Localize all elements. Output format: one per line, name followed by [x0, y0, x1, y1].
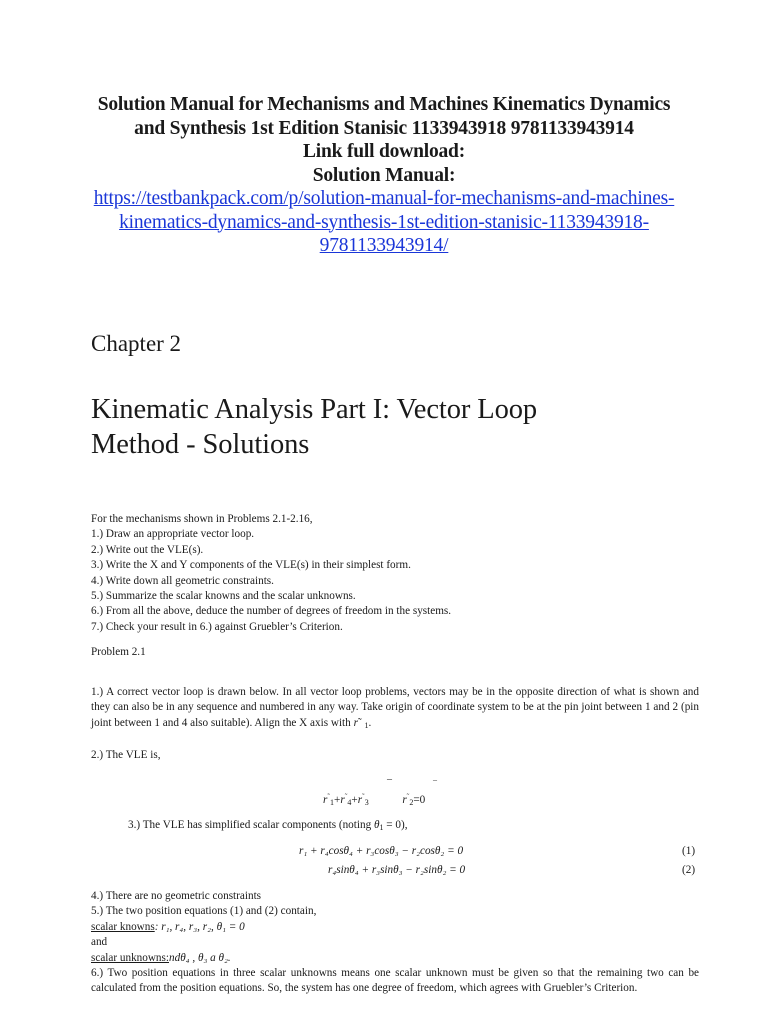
vle-sub-4: 4 — [347, 798, 352, 807]
header-line-2: and Synthesis 1st Edition Stanisic 1133943918 9781133943914 — [134, 117, 634, 139]
step-3-text — [128, 818, 408, 835]
step-6-paragraph: 6.) Two position equations in three scalar unknowns means one scalar unknown must be given so that the remaining two can be calculated from the position equations. So, the system has one degree of freedom, which agrees with Gruebler’s Criterion. — [91, 967, 699, 995]
theta-subscript: 1 — [379, 823, 384, 832]
vle-term-r1: r — [323, 794, 328, 806]
scalar-unknowns-line — [91, 951, 231, 966]
vector-mark: ˜ — [357, 716, 362, 729]
intro-line: 3.) Write the X and Y components of the VLE(s) in their simplest form. — [91, 559, 411, 572]
problem-instructions — [91, 512, 451, 635]
vle-term-r2: r — [402, 794, 407, 806]
intro-line: 7.) Check your result in 6.) against Gruebler’s Criterion. — [91, 620, 343, 633]
scalar-unknowns-label: scalar unknowns: — [91, 952, 169, 964]
title-line-1: Kinematic Analysis Part I: Vector Loop — [91, 394, 538, 425]
title-line-2: Method - Solutions — [91, 429, 310, 460]
header-line-1: Solution Manual for Mechanisms and Machines Kinematics Dynamics — [97, 94, 671, 115]
intro-line: For the mechanisms shown in Problems 2.1-2.16, — [91, 513, 313, 525]
header-line-3: Link full download: — [302, 141, 466, 162]
link-line-2[interactable]: kinematics-dynamics-and-synthesis-1st-edition-stanisic-1133943918- — [119, 211, 649, 233]
scalar-knowns-line — [91, 920, 245, 935]
intro-line: 2.) Write out the VLE(s). — [91, 543, 204, 556]
step-3-label: 3.) The VLE has simplified scalar components (noting — [128, 819, 372, 831]
intro-line: 4.) Write down all geometric constraints. — [91, 574, 274, 587]
vle-sub-1: 1 — [330, 798, 335, 807]
equation-1: r₁ + r₄cosθ₄ + r₃cosθ₃ − r₂cosθ₂ = 0 — [299, 845, 464, 857]
vle-equals: =0 — [413, 794, 426, 806]
step-4-text: 4.) There are no geometric constraints — [91, 890, 262, 902]
step-1-text: 1.) A correct vector loop is drawn below. In all vector loop problems, vectors may be in the opposite direction of what is shown and they can also be in any sequence and numbered in any way. Take origin of coordinate system to be at the pin joint between 1 and 2 (pin joint between 1 and 4 also suitable). Align the X axis with — [91, 686, 699, 729]
header-line-4: Solution Manual: — [312, 164, 456, 186]
intro-line: 5.) Summarize the scalar knowns and the scalar unknowns. — [91, 590, 356, 603]
document-header — [0, 93, 768, 187]
vle-overbar-1: – — [387, 774, 392, 785]
intro-line: 6.) From all the above, deduce the number of degrees of freedom in the systems. — [91, 605, 452, 618]
vle-sub-3: 3 — [364, 798, 369, 807]
scalar-unknowns-values: ndθ₄ , θ₃ a θ₂. — [169, 952, 231, 964]
problem-label: Problem 2.1 — [91, 646, 146, 658]
and-word: and — [91, 936, 108, 948]
vector-r: r — [353, 716, 358, 729]
vle-overbar-2: – — [433, 775, 437, 784]
equation-2-number: (2) — [682, 864, 696, 876]
equation-2: r₄sinθ₄ + r₃sinθ₃ − r₂sinθ₂ = 0 — [328, 864, 466, 876]
scalar-knowns-label: scalar knowns — [91, 921, 155, 933]
link-line-3[interactable]: 9781133943914/ — [319, 235, 449, 256]
vle-plus-1: + — [334, 794, 341, 806]
scalar-knowns-values: : r₁, r₄, r₃, r₂, θ₁ = 0 — [154, 921, 245, 933]
step-5-text: 5.) The two position equations (1) and (2) contain, — [91, 905, 317, 917]
chapter-title — [91, 392, 537, 462]
vle-sub-2: 2 — [409, 798, 414, 807]
vector-subscript: 1 — [364, 720, 369, 730]
step-1-paragraph — [91, 685, 699, 733]
theta-symbol: θ — [373, 819, 380, 831]
vle-equation: $r^˜_1+r^˜_4+r^˜_3$ $r^˜_2=0$ — [323, 792, 426, 807]
intro-line: 1.) Draw an appropriate vector loop. — [91, 528, 255, 541]
equation-1-number: (1) — [682, 845, 696, 857]
step-3-end: = 0), — [383, 819, 408, 831]
step-1-end: . — [368, 716, 372, 729]
download-link[interactable] — [0, 187, 768, 258]
vle-term-r4: r — [340, 794, 345, 806]
step-2-text: 2.) The VLE is, — [91, 749, 161, 761]
vle-plus-2: + — [351, 794, 358, 806]
vle-term-r3: r — [357, 794, 363, 806]
link-line-1[interactable]: https://testbankpack.com/p/solution-manual-for-mechanisms-and-machines- — [93, 188, 675, 209]
chapter-heading: Chapter 2 — [91, 331, 182, 356]
